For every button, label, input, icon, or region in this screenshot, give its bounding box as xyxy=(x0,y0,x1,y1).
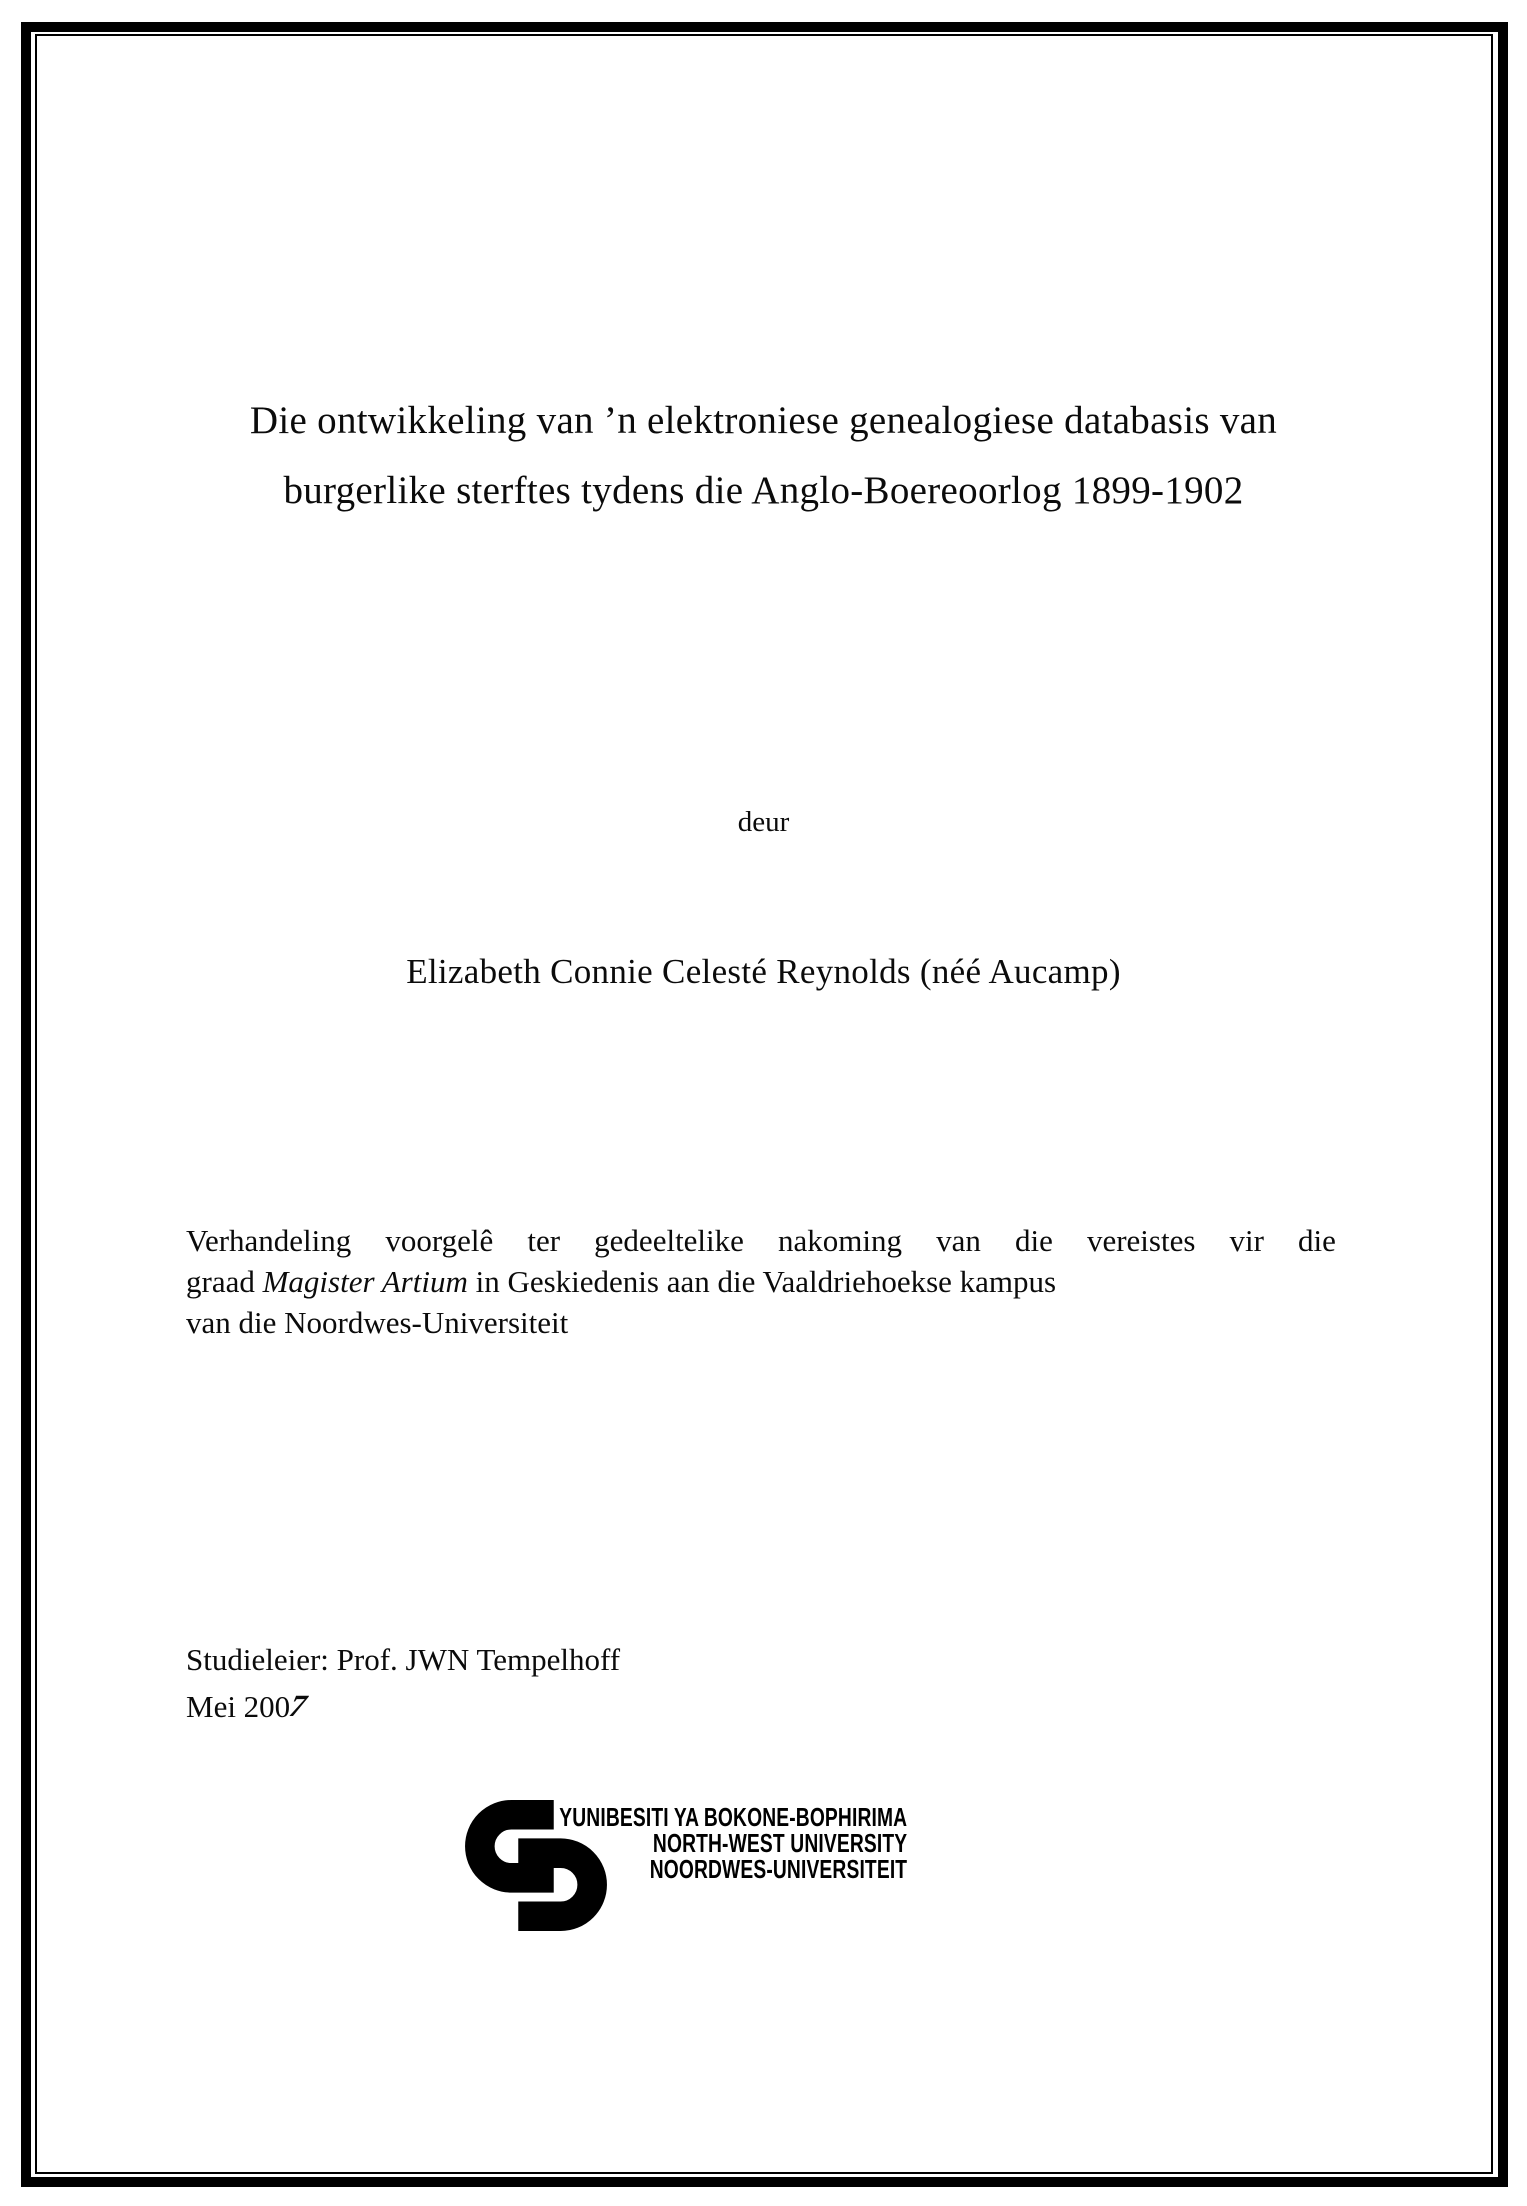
logo-text-line-3: NOORDWES-UNIVERSITEIT xyxy=(649,1854,907,1884)
statement-word: nakoming xyxy=(778,1223,903,1258)
date-last-digit: 7 xyxy=(283,1688,314,1723)
thesis-title xyxy=(60,386,1467,526)
thesis-title-line-2: burgerlike sterftes tydens die Anglo-Boereoorlog 1899-1902 xyxy=(283,469,1244,512)
statement-word: vereistes xyxy=(1086,1223,1196,1258)
date-line xyxy=(186,1683,620,1730)
degree-statement-line-1 xyxy=(186,1220,1336,1261)
supervisor-and-date xyxy=(186,1636,620,1730)
university-logo xyxy=(462,1796,907,1948)
statement-word: voorgelê xyxy=(385,1223,494,1258)
degree-statement xyxy=(186,1220,1336,1343)
statement-word: gedeeltelike xyxy=(594,1223,744,1258)
logo-text-line-1: YUNIBESITI YA BOKONE-BOPHIRIMA xyxy=(559,1802,907,1832)
statement-word: die xyxy=(1298,1223,1336,1258)
logo-text-line-2: NORTH-WEST UNIVERSITY xyxy=(652,1828,907,1858)
statement-word: Verhandeling xyxy=(186,1223,352,1258)
byline-label: deur xyxy=(737,806,790,838)
statement-word: vir xyxy=(1229,1223,1264,1258)
author-name: Elizabeth Connie Celesté Reynolds (néé Aucamp) xyxy=(406,952,1121,991)
thesis-title-line-1: Die ontwikkeling van ’n elektroniese genealogiese databasis van xyxy=(249,399,1278,442)
degree-statement-line-2 xyxy=(186,1261,1336,1302)
university-logo-text xyxy=(559,1804,907,1882)
degree-statement-line-3: van die Noordwes-Universiteit xyxy=(186,1305,569,1340)
date-prefix: Mei 200 xyxy=(186,1689,291,1724)
degree-statement-line2-suffix: in Geskiedenis aan die Vaaldriehoekse kampus xyxy=(467,1264,1057,1299)
degree-statement-line2-prefix: graad xyxy=(186,1264,263,1299)
statement-word: ter xyxy=(527,1223,561,1258)
supervisor-line: Studieleier: Prof. JWN Tempelhoff xyxy=(186,1642,621,1677)
statement-word: die xyxy=(1014,1223,1053,1258)
statement-word: van xyxy=(936,1223,981,1258)
degree-name-italic: Magister Artium xyxy=(262,1264,468,1299)
